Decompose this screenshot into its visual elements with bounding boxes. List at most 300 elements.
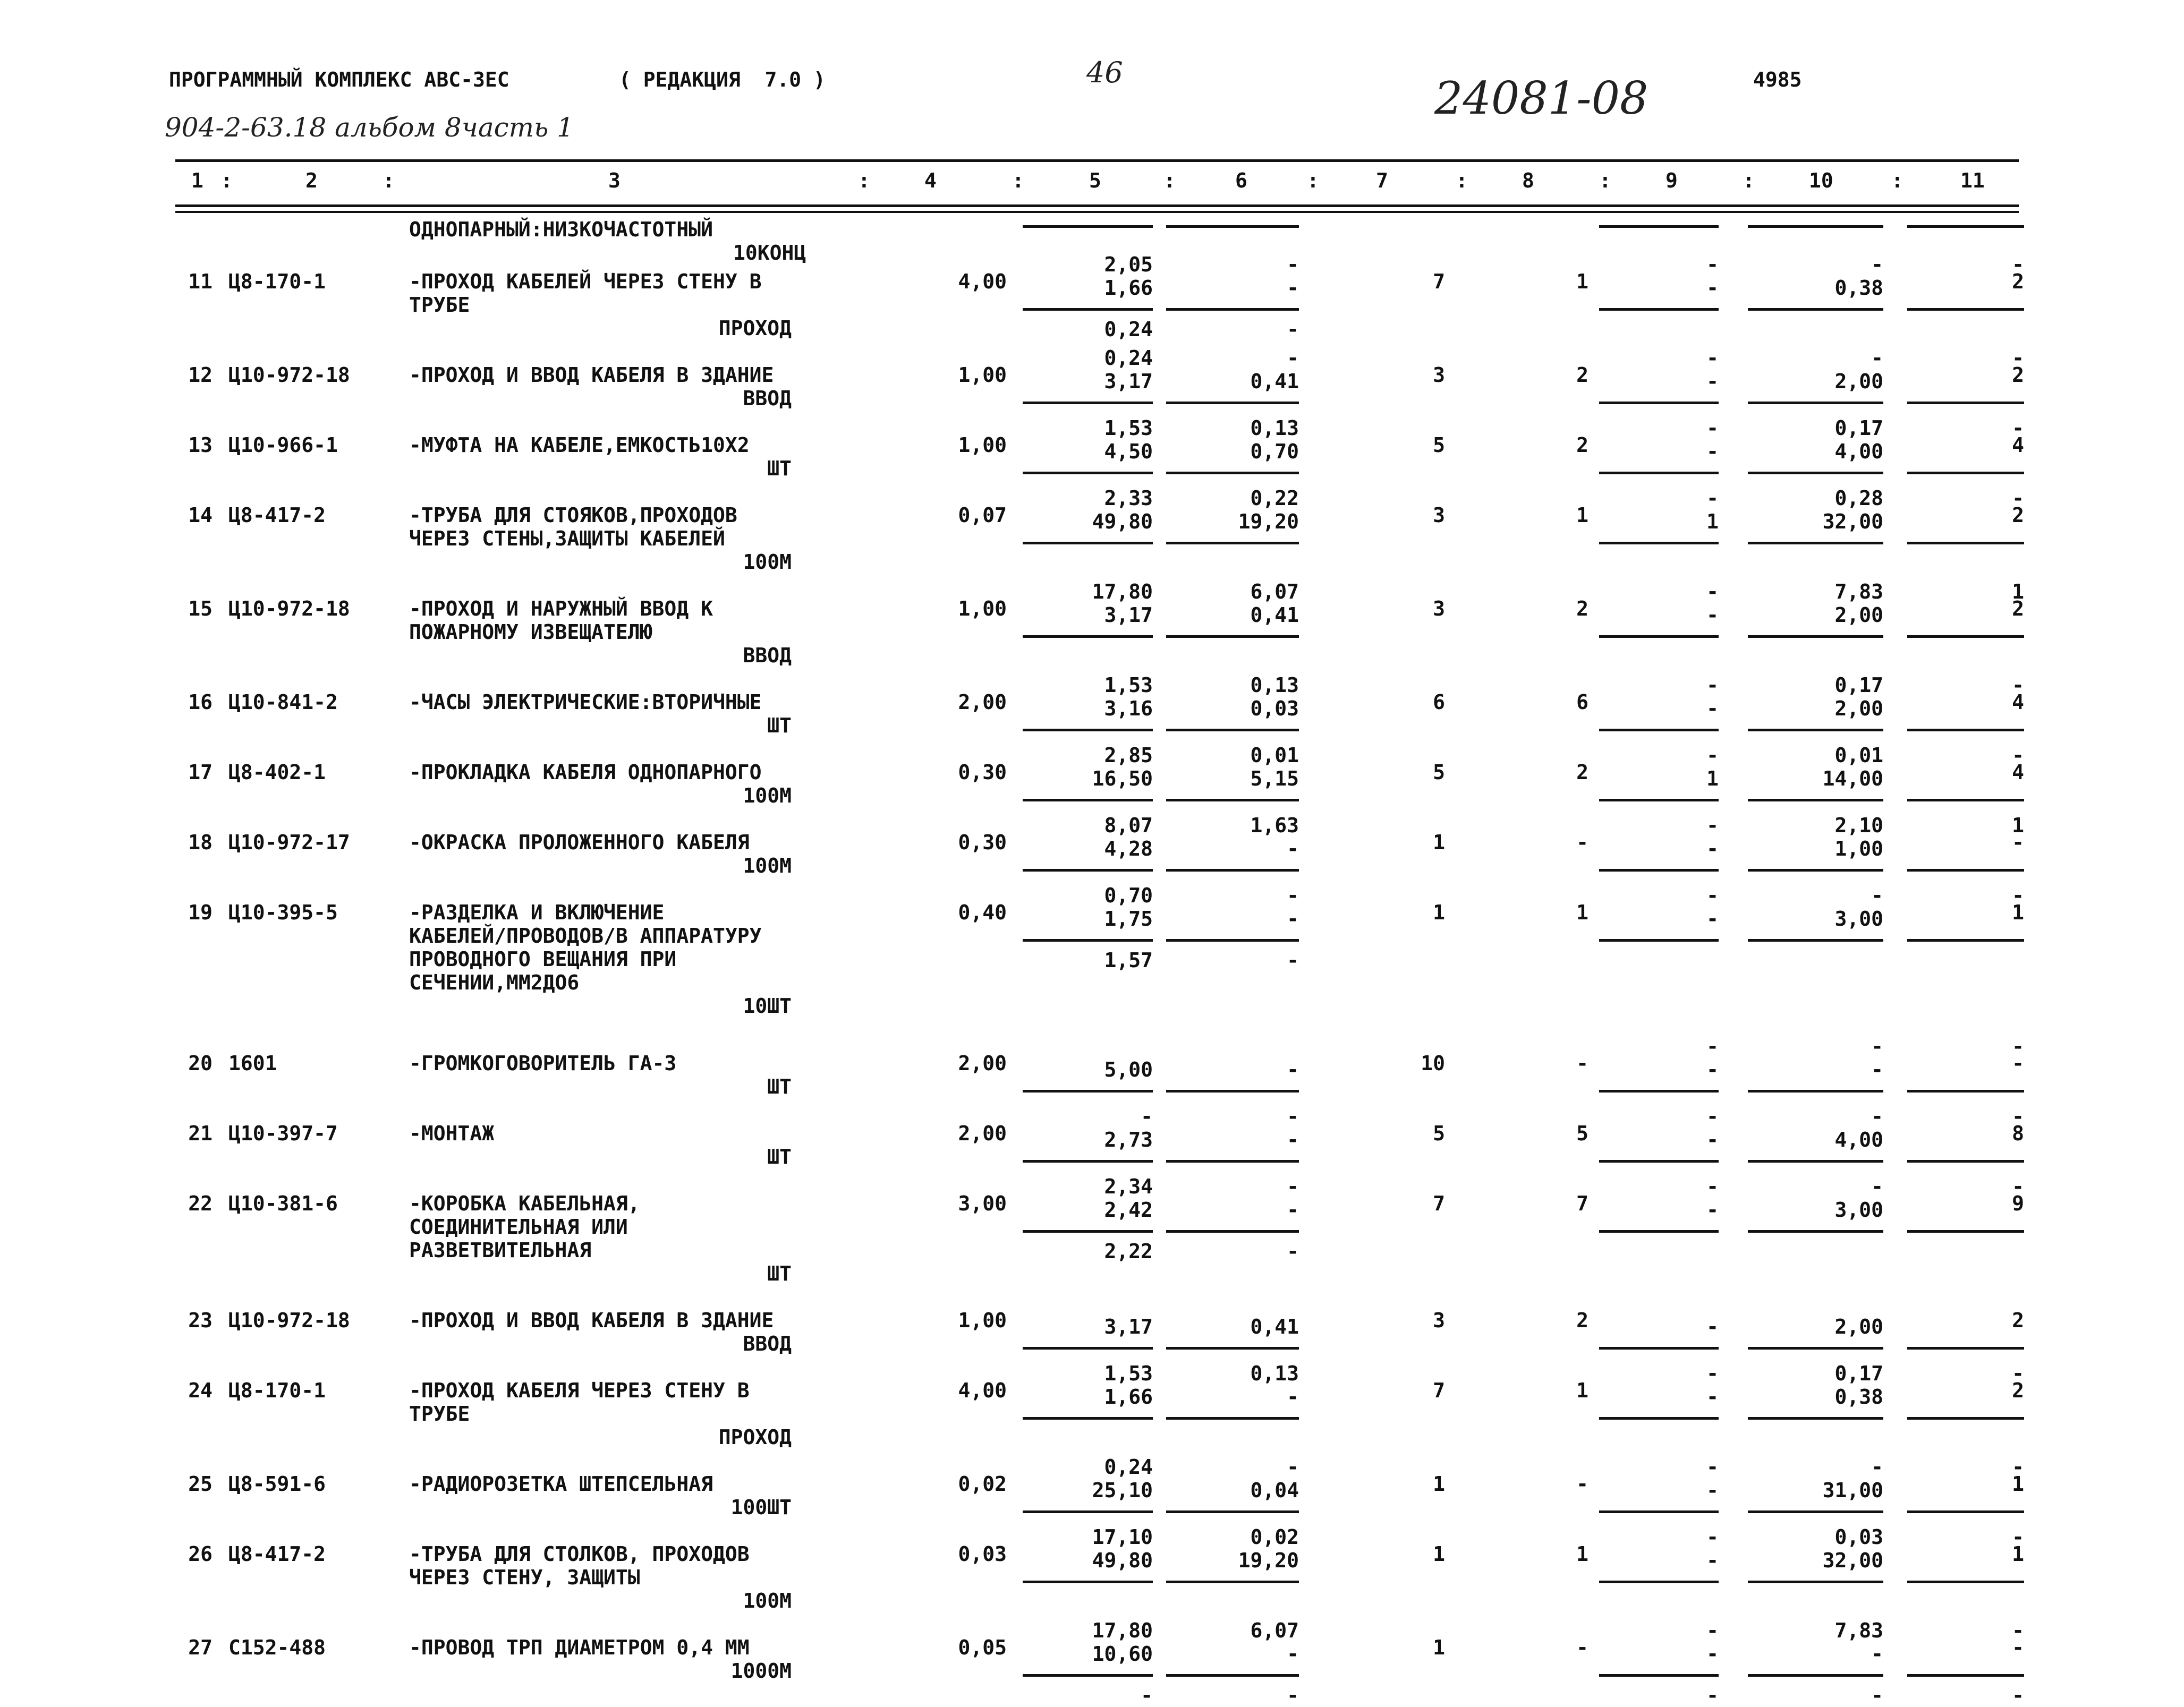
col5-top: -	[1141, 1105, 1153, 1128]
col10-top: -	[1871, 253, 1883, 276]
top-rule	[175, 159, 2019, 162]
row-rule	[1166, 869, 1299, 872]
row-code: Ц10-972-18	[228, 363, 350, 387]
quantity: 1,00	[958, 433, 1007, 457]
row-rule	[1907, 1090, 2024, 1093]
col10-top: -	[1871, 1105, 1883, 1128]
col11-bottom: -	[2012, 1052, 2024, 1075]
col11-top: -	[2012, 1035, 2024, 1058]
col5-extra: -	[1141, 1684, 1153, 1707]
row-rule	[1907, 1510, 2024, 1513]
description-line: РАЗВЕТВИТЕЛЬНАЯ	[409, 1239, 592, 1262]
col7: 3	[1433, 597, 1445, 620]
col9-top: -	[1706, 884, 1719, 907]
col8: 1	[1576, 1542, 1588, 1566]
row-rule	[1166, 799, 1299, 801]
row-code: Ц8-170-1	[228, 270, 326, 293]
row-rule	[1599, 799, 1719, 801]
col10-top: -	[1871, 1035, 1883, 1058]
col8: -	[1576, 1052, 1588, 1075]
row-number: 27	[188, 1636, 213, 1659]
unit-label: ШТ	[767, 1145, 792, 1168]
row-rule	[1166, 1230, 1299, 1233]
row-rule	[1599, 1160, 1719, 1163]
description-line: -МУФТА НА КАБЕЛЕ,ЕМКОСТЬ10Х2	[409, 433, 750, 457]
row-number: 11	[188, 270, 213, 293]
col9-bottom: -	[1706, 1315, 1719, 1338]
col10-top: 2,10	[1834, 814, 1883, 837]
row-number: 25	[188, 1472, 213, 1496]
row-code: Ц8-417-2	[228, 1542, 326, 1566]
col9-bottom: -	[1706, 837, 1719, 860]
col9-bottom: -	[1706, 907, 1719, 931]
row-rule	[1023, 729, 1153, 731]
col10-top: -	[1871, 1175, 1883, 1198]
col5-top: 1,53	[1104, 416, 1153, 440]
col8: 1	[1576, 901, 1588, 924]
quantity: 1,00	[958, 597, 1007, 620]
col9-extra: -	[1706, 1684, 1719, 1707]
col7: 3	[1433, 503, 1445, 527]
row-rule	[1166, 308, 1299, 311]
row-rule	[1023, 1347, 1153, 1350]
col6-bottom: -	[1287, 1385, 1299, 1409]
col6-extra: -	[1287, 318, 1299, 341]
row-rule	[1023, 308, 1153, 311]
description-line: -ТРУБА ДЛЯ СТОЯКОВ,ПРОХОДОВ	[409, 503, 737, 527]
row-rule	[1748, 472, 1883, 474]
row-rule	[1599, 1417, 1719, 1420]
row-number: 19	[188, 901, 213, 924]
col11-top: 1	[2012, 580, 2024, 603]
description-line: КАБЕЛЕЙ/ПРОВОДОВ/В АППАРАТУРУ	[409, 924, 762, 948]
col6-bottom: -	[1287, 1198, 1299, 1222]
col11-top: -	[2012, 884, 2024, 907]
col9-top: -	[1706, 1525, 1719, 1549]
description-line: -ПРОХОД КАБЕЛЕЙ ЧЕРЕЗ СТЕНУ В	[409, 270, 762, 293]
description-line: -ПРОХОД И ВВОД КАБЕЛЯ В ЗДАНИЕ	[409, 1309, 774, 1332]
row-rule	[1748, 799, 1883, 801]
unit-label: 100М	[743, 1589, 792, 1612]
col6-top: 0,02	[1250, 1525, 1299, 1549]
row-rule	[1748, 1090, 1883, 1093]
col5-bottom: 16,50	[1092, 767, 1153, 790]
row-rule	[1023, 1160, 1153, 1163]
col11-top: -	[2012, 416, 2024, 440]
row-number: 15	[188, 597, 213, 620]
unit-label: 10КОНЦ	[733, 241, 806, 264]
col10-bottom: 14,00	[1822, 767, 1883, 790]
col8: 7	[1576, 1192, 1588, 1215]
col5-top: 0,70	[1104, 884, 1153, 907]
col5-top: 2,33	[1104, 487, 1153, 510]
col5-extra: 2,22	[1104, 1240, 1153, 1263]
col6-bottom: -	[1287, 1058, 1299, 1081]
col6-top: -	[1287, 346, 1299, 370]
unit-label: ШТ	[767, 1262, 792, 1285]
col8: 2	[1576, 761, 1588, 784]
col6-top: 0,13	[1250, 673, 1299, 697]
row-rule	[1907, 1674, 2024, 1677]
row-rule	[1023, 472, 1153, 474]
column-header-9: 9	[1665, 169, 1678, 192]
col11-top: 1	[2012, 814, 2024, 837]
row-number: 20	[188, 1052, 213, 1075]
header-rule-2	[175, 211, 2019, 213]
column-separator: :	[1599, 169, 1611, 192]
col7: 10	[1421, 1052, 1445, 1075]
col5-top: 0,24	[1104, 1455, 1153, 1479]
col8: 5	[1576, 1122, 1588, 1145]
quantity: 4,00	[958, 1379, 1007, 1402]
column-separator: :	[1012, 169, 1024, 192]
row-rule	[1023, 1090, 1153, 1093]
col11-bottom: 4	[2012, 690, 2024, 714]
col11-top: -	[2012, 1619, 2024, 1642]
col6-top: -	[1287, 1455, 1299, 1479]
row-rule	[1166, 939, 1299, 942]
row-rule	[1599, 869, 1719, 872]
row-rule	[1023, 799, 1153, 801]
row-number: 13	[188, 433, 213, 457]
row-number: 12	[188, 363, 213, 387]
col11-top: -	[2012, 744, 2024, 767]
page-number: 46	[1086, 56, 1123, 89]
row-code: Ц10-841-2	[228, 690, 338, 714]
column-separator: :	[1163, 169, 1176, 192]
col5-bottom: 49,80	[1092, 510, 1153, 533]
col8: 2	[1576, 597, 1588, 620]
row-rule	[1907, 729, 2024, 731]
row-rule	[1166, 1090, 1299, 1093]
unit-label: ШТ	[767, 1075, 792, 1098]
col11-bottom: 2	[2012, 1379, 2024, 1402]
row-number: 21	[188, 1122, 213, 1145]
col10-bottom: 0,38	[1834, 1385, 1883, 1409]
col9-bottom: -	[1706, 440, 1719, 463]
row-rule	[1023, 402, 1153, 404]
col11-top: -	[2012, 1105, 2024, 1128]
col5-top: 2,05	[1104, 253, 1153, 276]
column-header-5: 5	[1089, 169, 1101, 192]
program-title: ПРОГРАММНЫЙ КОМПЛЕКС АВС-ЗЕС	[169, 68, 509, 91]
quantity: 0,07	[958, 503, 1007, 527]
col8: 1	[1576, 270, 1588, 293]
col9-top: -	[1706, 1175, 1719, 1198]
col10-bottom: 32,00	[1822, 1549, 1883, 1572]
row-rule	[1166, 635, 1299, 638]
doc-code: 24081-08	[1434, 72, 1648, 124]
row-code: Ц8-402-1	[228, 761, 326, 784]
col8: 1	[1576, 1379, 1588, 1402]
col11-bottom: 4	[2012, 433, 2024, 457]
col11-bottom: -	[2012, 1636, 2024, 1659]
row-rule	[1023, 225, 1153, 228]
row-rule	[1907, 402, 2024, 404]
col9-top: -	[1706, 487, 1719, 510]
col6-top: -	[1287, 1175, 1299, 1198]
col8: 2	[1576, 363, 1588, 387]
col5-top: 2,34	[1104, 1175, 1153, 1198]
col11-bottom: 2	[2012, 597, 2024, 620]
col7: 7	[1433, 1379, 1445, 1402]
column-header-3: 3	[608, 169, 621, 192]
col5-bottom: 4,28	[1104, 837, 1153, 860]
column-header-4: 4	[924, 169, 937, 192]
row-rule	[1748, 402, 1883, 404]
col9-bottom: 1	[1706, 767, 1719, 790]
col10-top: 7,83	[1834, 580, 1883, 603]
description-line: СЕЧЕНИИ,ММ2ДО6	[409, 971, 580, 994]
col6-top: -	[1287, 1105, 1299, 1128]
col10-bottom: 31,00	[1822, 1479, 1883, 1502]
col9-top: -	[1706, 1619, 1719, 1642]
col9-bottom: -	[1706, 1198, 1719, 1222]
col9-top: -	[1706, 1035, 1719, 1058]
col10-top: -	[1871, 346, 1883, 370]
col10-bottom: 32,00	[1822, 510, 1883, 533]
unit-label: ШТ	[767, 457, 792, 480]
col11-bottom: 1	[2012, 901, 2024, 924]
col5-bottom: 3,17	[1104, 1315, 1153, 1338]
col10-bottom: 2,00	[1834, 1315, 1883, 1338]
unit-label: ПРОХОД	[718, 1426, 792, 1449]
unit-label: 1000М	[730, 1659, 792, 1683]
col7: 7	[1433, 270, 1445, 293]
col11-extra: -	[2012, 1684, 2024, 1707]
col10-bottom: 1,00	[1834, 837, 1883, 860]
column-separator: :	[220, 169, 233, 192]
col10-bottom: 2,00	[1834, 697, 1883, 720]
row-rule	[1599, 1090, 1719, 1093]
col10-bottom: 4,00	[1834, 1128, 1883, 1151]
col8: -	[1576, 1636, 1588, 1659]
col5-top: 17,80	[1092, 580, 1153, 603]
unit-label: ШТ	[767, 714, 792, 737]
col10-top: 7,83	[1834, 1619, 1883, 1642]
row-rule	[1023, 635, 1153, 638]
album-note: 904-2-63.18 альбом 8часть 1	[165, 112, 574, 143]
col6-extra: -	[1287, 949, 1299, 972]
column-header-8: 8	[1522, 169, 1534, 192]
col10-bottom: 0,38	[1834, 276, 1883, 300]
col9-bottom: -	[1706, 1549, 1719, 1572]
col11-top: -	[2012, 487, 2024, 510]
row-rule	[1748, 1347, 1883, 1350]
row-rule	[1907, 1160, 2024, 1163]
col9-bottom: -	[1706, 1479, 1719, 1502]
row-rule	[1748, 1581, 1883, 1583]
row-rule	[1599, 1510, 1719, 1513]
description-line: -ПРОХОД И ВВОД КАБЕЛЯ В ЗДАНИЕ	[409, 363, 774, 387]
col5-bottom: 1,66	[1104, 276, 1153, 300]
row-rule	[1748, 729, 1883, 731]
row-rule	[1748, 1674, 1883, 1677]
col5-top: 8,07	[1104, 814, 1153, 837]
col9-bottom: -	[1706, 370, 1719, 393]
row-rule	[1748, 1417, 1883, 1420]
column-header-7: 7	[1376, 169, 1388, 192]
row-rule	[1166, 402, 1299, 404]
row-rule	[1599, 472, 1719, 474]
row-rule	[1023, 1510, 1153, 1513]
row-rule	[1599, 939, 1719, 942]
col9-bottom: -	[1706, 276, 1719, 300]
col7: 3	[1433, 1309, 1445, 1332]
col5-extra: 0,24	[1104, 318, 1153, 341]
description-line: -ПРОКЛАДКА КАБЕЛЯ ОДНОПАРНОГО	[409, 761, 762, 784]
row-rule	[1907, 225, 2024, 228]
row-rule	[1599, 225, 1719, 228]
quantity: 2,00	[958, 690, 1007, 714]
row-number: 18	[188, 831, 213, 854]
column-separator: :	[1891, 169, 1903, 192]
col7: 3	[1433, 363, 1445, 387]
col6-bottom: 0,04	[1250, 1479, 1299, 1502]
col11-bottom: 1	[2012, 1542, 2024, 1566]
row-rule	[1907, 799, 2024, 801]
row-rule	[1023, 939, 1153, 942]
row-rule	[1907, 939, 2024, 942]
row-code: Ц8-591-6	[228, 1472, 326, 1496]
quantity: 0,05	[958, 1636, 1007, 1659]
quantity: 0,30	[958, 831, 1007, 854]
col5-bottom: 49,80	[1092, 1549, 1153, 1572]
col7: 6	[1433, 690, 1445, 714]
col11-bottom: 2	[2012, 1309, 2024, 1332]
row-rule	[1023, 1230, 1153, 1233]
col6-bottom: 0,41	[1250, 370, 1299, 393]
quantity: 2,00	[958, 1122, 1007, 1145]
unit-label: ВВОД	[743, 1332, 792, 1355]
column-header-10: 10	[1809, 169, 1833, 192]
description-line: ПРОВОДНОГО ВЕЩАНИЯ ПРИ	[409, 948, 677, 971]
row-code: Ц8-417-2	[228, 503, 326, 527]
description-line: -ГРОМКОГОВОРИТЕЛЬ ГА-3	[409, 1052, 677, 1075]
row-rule	[1166, 1347, 1299, 1350]
col7: 5	[1433, 433, 1445, 457]
col5-bottom: 10,60	[1092, 1642, 1153, 1666]
col9-bottom: -	[1706, 697, 1719, 720]
col6-bottom: 0,03	[1250, 697, 1299, 720]
row-code: Ц8-170-1	[228, 1379, 326, 1402]
col6-top: 0,22	[1250, 487, 1299, 510]
row-rule	[1166, 729, 1299, 731]
col6-bottom: 0,41	[1250, 603, 1299, 627]
col6-top: 0,01	[1250, 744, 1299, 767]
col6-bottom: -	[1287, 1128, 1299, 1151]
col8: -	[1576, 1472, 1588, 1496]
row-rule	[1748, 308, 1883, 311]
col5-bottom: 4,50	[1104, 440, 1153, 463]
row-rule	[1907, 635, 2024, 638]
row-rule	[1748, 635, 1883, 638]
col5-bottom: 5,00	[1104, 1058, 1153, 1081]
col8: 2	[1576, 1309, 1588, 1332]
col10-bottom: -	[1871, 1058, 1883, 1081]
col6-extra: -	[1287, 1240, 1299, 1263]
col10-top: 0,17	[1834, 673, 1883, 697]
quantity: 4,00	[958, 270, 1007, 293]
col5-bottom: 3,16	[1104, 697, 1153, 720]
col5-top: 17,10	[1092, 1525, 1153, 1549]
col11-bottom: 2	[2012, 363, 2024, 387]
row-rule	[1023, 1581, 1153, 1583]
header-rule-1	[175, 204, 2019, 207]
row-rule	[1599, 402, 1719, 404]
col9-top: -	[1706, 1455, 1719, 1479]
row-number: 23	[188, 1309, 213, 1332]
description-line: -ПРОВОД ТРП ДИАМЕТРОМ 0,4 ММ	[409, 1636, 750, 1659]
description-line: -КОРОБКА КАБЕЛЬНАЯ,	[409, 1192, 640, 1215]
col9-bottom: -	[1706, 1128, 1719, 1151]
row-code: С152-488	[228, 1636, 326, 1659]
unit-label: 100М	[743, 550, 792, 574]
row-number: 26	[188, 1542, 213, 1566]
col5-bottom: 1,66	[1104, 1385, 1153, 1409]
col5-top: 0,24	[1104, 346, 1153, 370]
description-line: -ПРОХОД КАБЕЛЯ ЧЕРЕЗ СТЕНУ В	[409, 1379, 750, 1402]
column-header-11: 11	[1960, 169, 1985, 192]
col8: 2	[1576, 433, 1588, 457]
description-line: -МОНТАЖ	[409, 1122, 495, 1145]
col7: 1	[1433, 1636, 1445, 1659]
col10-top: 0,01	[1834, 744, 1883, 767]
description-line: -ЧАСЫ ЭЛЕКТРИЧЕСКИЕ:ВТОРИЧНЫЕ	[409, 690, 762, 714]
row-rule	[1599, 308, 1719, 311]
row-rule	[1599, 729, 1719, 731]
col6-bottom: 19,20	[1238, 510, 1299, 533]
col7: 1	[1433, 831, 1445, 854]
col10-bottom: 4,00	[1834, 440, 1883, 463]
row-number: 16	[188, 690, 213, 714]
col9-bottom: -	[1706, 1058, 1719, 1081]
col10-top: -	[1871, 884, 1883, 907]
row-rule	[1166, 1674, 1299, 1677]
description-line: ЧЕРЕЗ СТЕНУ, ЗАЩИТЫ	[409, 1566, 640, 1589]
col7: 7	[1433, 1192, 1445, 1215]
description-line: ТРУБЕ	[409, 1402, 470, 1426]
row-code: 1601	[228, 1052, 277, 1075]
row-rule	[1166, 542, 1299, 544]
row-rule	[1599, 1581, 1719, 1583]
column-separator: :	[1456, 169, 1468, 192]
col9-top: -	[1706, 744, 1719, 767]
col6-top: -	[1287, 253, 1299, 276]
col10-bottom: 2,00	[1834, 603, 1883, 627]
description-line: ОДНОПАРНЫЙ:НИЗКОЧАСТОТНЫЙ	[409, 218, 713, 241]
unit-label: ВВОД	[743, 387, 792, 410]
col9-top: -	[1706, 416, 1719, 440]
col5-bottom: 3,17	[1104, 603, 1153, 627]
col10-bottom: 3,00	[1834, 907, 1883, 931]
col11-top: -	[2012, 1525, 2024, 1549]
col6-top: 6,07	[1250, 580, 1299, 603]
row-rule	[1166, 1510, 1299, 1513]
col6-bottom: -	[1287, 276, 1299, 300]
col11-bottom: 2	[2012, 270, 2024, 293]
col9-top: -	[1706, 346, 1719, 370]
column-separator: :	[858, 169, 870, 192]
row-rule	[1907, 542, 2024, 544]
col10-bottom: 2,00	[1834, 370, 1883, 393]
column-separator: :	[383, 169, 395, 192]
row-rule	[1907, 472, 2024, 474]
description-line: ЧЕРЕЗ СТЕНЫ,ЗАЩИТЫ КАБЕЛЕЙ	[409, 527, 725, 550]
quantity: 0,40	[958, 901, 1007, 924]
row-code: Ц10-972-17	[228, 831, 350, 854]
row-number: 14	[188, 503, 213, 527]
